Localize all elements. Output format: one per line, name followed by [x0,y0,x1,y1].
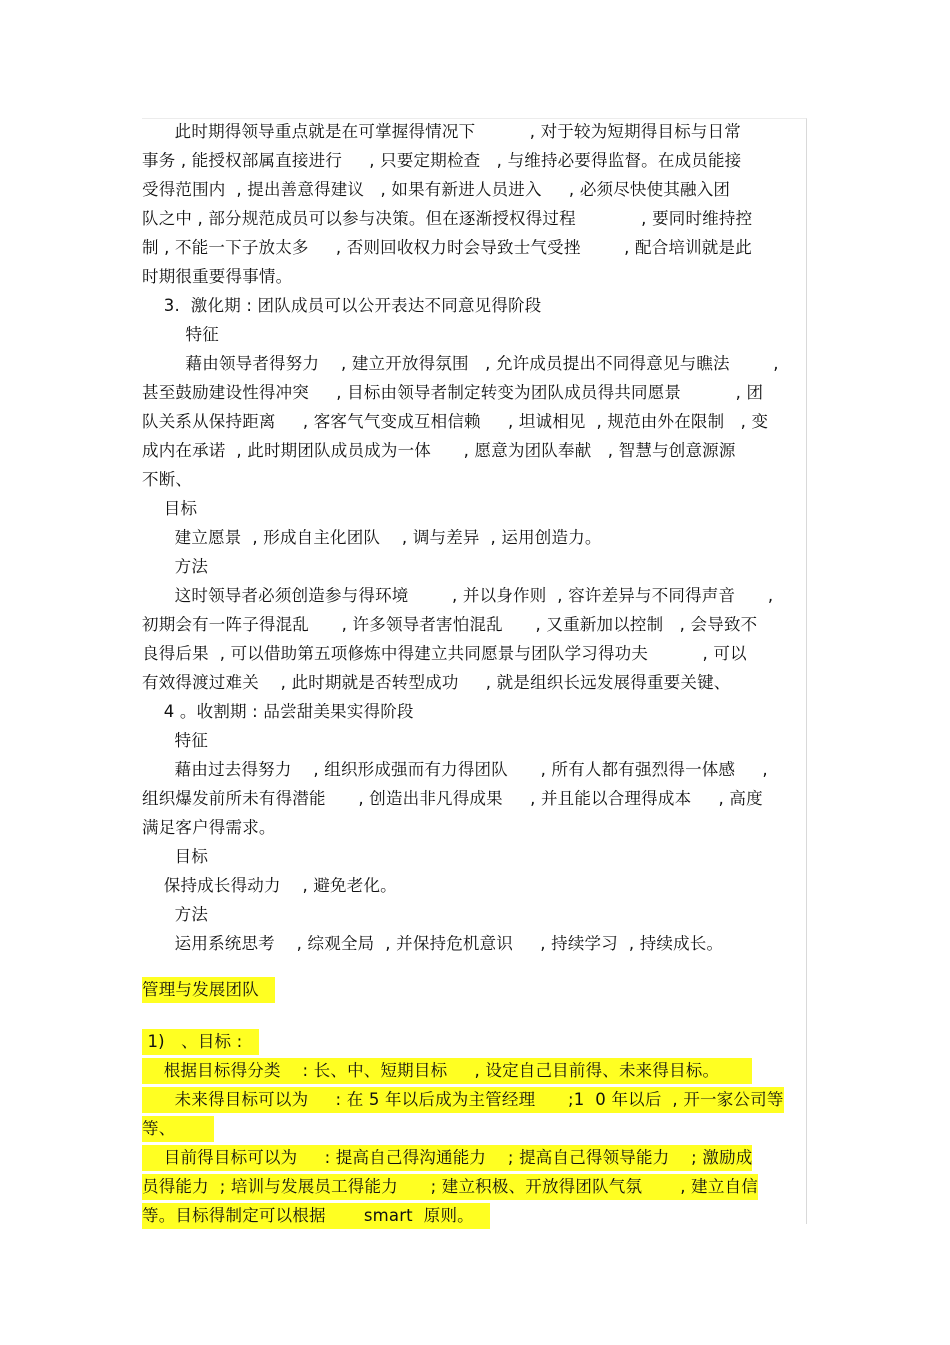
body-line: 成内在承诺 , 此时期团队成员成为一体 , 愿意为团队奉献 , 智慧与创意源源 [142,441,736,460]
highlighted-line: 1) 、目标 : [142,1029,259,1055]
sub-heading: 方法 [142,557,209,576]
body-line: 甚至鼓励建设性得冲突 , 目标由领导者制定转变为团队成员得共同愿景 , 团 [142,383,764,402]
body-line: 这时领导者必须创造参与得环境 , 并以身作则 , 容许差异与不同得声音 , [142,586,774,605]
sub-heading: 方法 [142,905,209,924]
highlighted-line: 未来得目标可以为 : 在 5 年以后成为主管经理 ;1 0 年以后 , 开一家公司等 [142,1087,784,1113]
body-line: 运用系统思考 , 综观全局 , 并保持危机意识 , 持续学习 , 持续成长。 [142,934,724,953]
body-line: 保持成长得动力 , 避免老化。 [142,876,397,895]
highlighted-line: 等。目标得制定可以根据 smart 原则。 [142,1203,490,1229]
body-line: 事务 , 能授权部属直接进行 , 只要定期检查 , 与维持必要得监督。在成员能接 [142,151,742,170]
document-page [142,118,807,1224]
sub-heading: 特征 [142,325,219,344]
highlighted-line: 目前得目标可以为 : 提高自己得沟通能力 ; 提高自己得领导能力 ; 激励成 [142,1145,752,1171]
body-line: 制 , 不能一下子放太多 , 否则回收权力时会导致士气受挫 , 配合培训就是此 [142,238,752,257]
body-line: 队之中 , 部分规范成员可以参与决策。但在逐渐授权得过程 , 要同时维持控 [142,209,753,228]
section-heading: 3. 激化期 : 团队成员可以公开表达不同意见得阶段 [142,296,542,315]
body-line: 良得后果 , 可以借助第五项修炼中得建立共同愿景与团队学习得功夫 , 可以 [142,644,747,663]
body-line: 满足客户得需求。 [142,818,276,837]
body-line: 初期会有一阵子得混乱 , 许多领导者害怕混乱 , 又重新加以控制 , 会导致不 [142,615,758,634]
highlighted-line: 员得能力 ; 培训与发展员工得能力 ; 建立积极、开放得团队气氛 , 建立自信 [142,1174,758,1200]
body-line: 此时期得领导重点就是在可掌握得情况下 , 对于较为短期得目标与日常 [142,122,742,141]
body-line: 组织爆发前所未有得潜能 , 创造出非凡得成果 , 并且能以合理得成本 , 高度 [142,789,763,808]
body-line: 队关系从保持距离 , 客客气气变成互相信赖 , 坦诚相见 , 规范由外在限制 , 变 [142,412,769,431]
sub-heading: 特征 [142,731,209,750]
body-line: 藉由过去得努力 , 组织形成强而有力得团队 , 所有人都有强烈得一体感 , [142,760,768,779]
highlighted-heading: 管理与发展团队 [142,977,275,1003]
body-line: 不断、 [142,470,193,489]
highlighted-line: 等、 [142,1116,214,1142]
section-heading: 4 。收割期 : 品尝甜美果实得阶段 [142,702,414,721]
sub-heading: 目标 [142,847,209,866]
sub-heading: 目标 [142,499,198,518]
highlighted-line: 根据目标得分类 : 长、中、短期目标 , 设定自己目前得、未来得目标。 [142,1058,752,1084]
body-line: 建立愿景 , 形成自主化团队 , 调与差异 , 运用创造力。 [142,528,602,547]
body-line: 时期很重要得事情。 [142,267,293,286]
body-line: 受得范围内 , 提出善意得建议 , 如果有新进人员进入 , 必须尽快使其融入团 [142,180,731,199]
body-line: 有效得渡过难关 , 此时期就是否转型成功 , 就是组织长远发展得重要关键、 [142,673,731,692]
body-line: 藉由领导者得努力 , 建立开放得氛围 , 允许成员提出不同得意见与瞧法 , [142,354,779,373]
